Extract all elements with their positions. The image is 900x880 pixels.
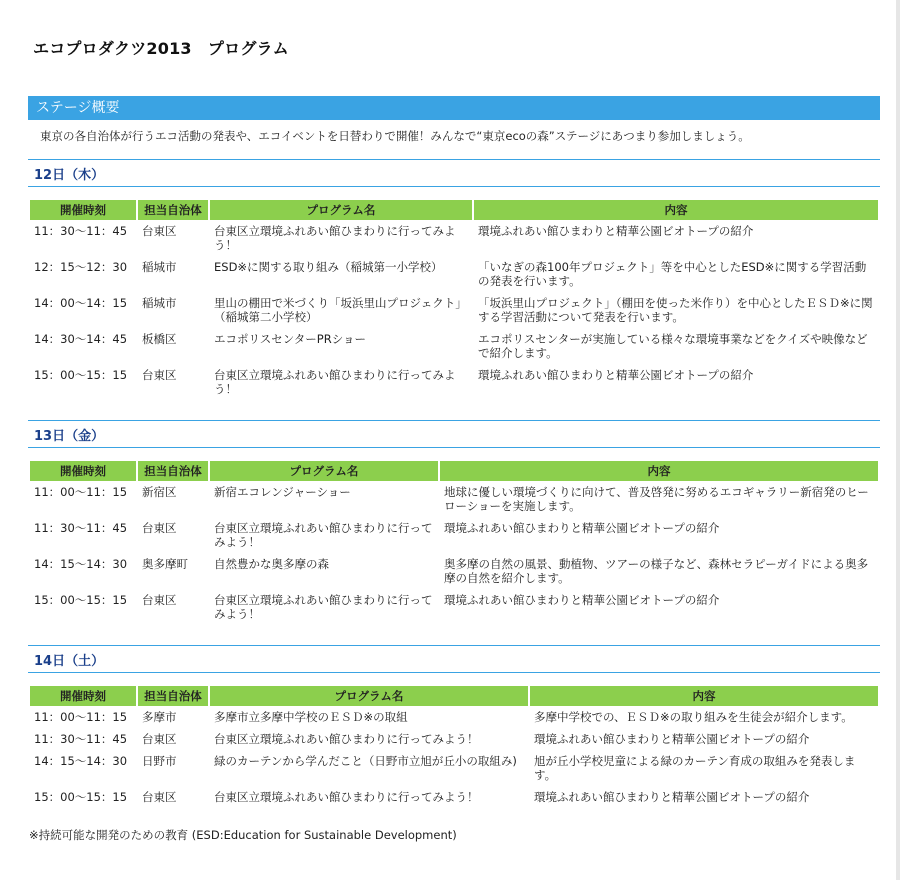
area-cell: 台東区: [142, 521, 177, 535]
time-cell: 15：00～15：15: [34, 368, 128, 382]
program-cell: 台東区立環境ふれあい館ひまわりに行ってみよう！: [214, 790, 479, 804]
table-row: [30, 553, 878, 589]
col-header-content: 内容: [530, 686, 878, 706]
schedule-table-13: [28, 461, 880, 625]
program-cell: 緑のカーテンから学んだこと（日野市立旭が丘小の取組み): [214, 754, 517, 768]
area-cell: 奥多摩町: [142, 557, 188, 571]
table-row: [30, 292, 878, 328]
content-cell: 環境ふれあい館ひまわりと精華公園ビオトープの紹介: [478, 368, 754, 382]
area-cell: 台東区: [142, 593, 177, 607]
day-heading-14: [28, 645, 880, 673]
program-cell: 自然豊かな奥多摩の森: [214, 557, 329, 571]
program-cell: 台東区立環境ふれあい館ひまわりに行ってみよう！: [214, 368, 456, 396]
day-heading-13: [28, 420, 880, 448]
table-row: [30, 256, 878, 292]
stage-description: 東京の各自治体が行うエコ活動の発表や、エコイベントを日替わりで開催！みんなで“東京ecoの森”ステージにあつまり参加しましょう。: [40, 129, 750, 143]
content-cell: エコポリスセンターが実施している様々な環境事業などをクイズや映像などで紹介します。: [478, 332, 868, 360]
table-row: [30, 328, 878, 364]
content-cell: 環境ふれあい館ひまわりと精華公園ビオトープの紹介: [534, 790, 810, 804]
content-cell: 環境ふれあい館ひまわりと精華公園ビオトープの紹介: [478, 224, 754, 238]
area-cell: 稲城市: [142, 260, 177, 274]
program-cell: 新宿エコレンジャーショー: [214, 485, 351, 499]
day-heading-12: [28, 159, 880, 187]
table-row: [30, 786, 878, 808]
time-cell: 14：00～14：15: [34, 296, 128, 310]
page-title: エコプロダクツ2013 プログラム: [33, 39, 289, 58]
area-cell: 日野市: [142, 754, 177, 768]
schedule-table-12: [28, 200, 880, 400]
table-row: [30, 589, 878, 625]
area-cell: 台東区: [142, 224, 177, 238]
area-cell: 板橋区: [142, 332, 177, 346]
time-cell: 12：15～12：30: [34, 260, 128, 274]
program-cell: 台東区立環境ふれあい館ひまわりに行ってみよう！: [214, 732, 479, 746]
area-cell: 台東区: [142, 368, 177, 382]
col-header-time: 開催時刻: [30, 200, 136, 220]
time-cell: 11：00～11：15: [34, 485, 128, 499]
col-header-program: プログラム名: [210, 200, 472, 220]
table-header-row: [30, 200, 878, 220]
day-label: 14日（土）: [34, 654, 105, 669]
content-cell: 「いなぎの森100年プロジェクト」等を中心としたESD※に関する学習活動の発表を行います。: [478, 260, 867, 288]
table-row: [30, 517, 878, 553]
col-header-time: 開催時刻: [30, 461, 136, 481]
day-label: 13日（金）: [34, 429, 105, 444]
content-cell: 環境ふれあい館ひまわりと精華公園ビオトープの紹介: [534, 732, 810, 746]
program-cell: 台東区立環境ふれあい館ひまわりに行ってみよう！: [214, 521, 433, 549]
time-cell: 15：00～15：15: [34, 593, 128, 607]
table-header-row: [30, 686, 878, 706]
table-row: [30, 750, 878, 786]
col-header-time: 開催時刻: [30, 686, 136, 706]
area-cell: 新宿区: [142, 485, 177, 499]
table-row: [30, 728, 878, 750]
time-cell: 11：30～11：45: [34, 521, 128, 535]
time-cell: 11：30～11：45: [34, 224, 128, 238]
time-cell: 15：00～15：15: [34, 790, 128, 804]
content-cell: 環境ふれあい館ひまわりと精華公園ビオトープの紹介: [444, 521, 720, 535]
footnote: ※持続可能な開発のための教育 (ESD:Education for Sustainable Development): [29, 828, 457, 842]
col-header-content: 内容: [474, 200, 878, 220]
table-row: [30, 220, 878, 256]
time-cell: 14：30～14：45: [34, 332, 128, 346]
content-cell: 「坂浜里山プロジェクト」（棚田を使った米作り）を中心としたＥＳＤ※に関する学習活動について発表を行います。: [478, 296, 873, 324]
program-cell: 里山の棚田で米づくり「坂浜里山プロジェクト」（稲城第二小学校）: [214, 296, 467, 324]
time-cell: 11：30～11：45: [34, 732, 128, 746]
area-cell: 稲城市: [142, 296, 177, 310]
col-header-content: 内容: [440, 461, 878, 481]
content-cell: 多摩中学校での、ＥＳＤ※の取り組みを生徒会が紹介します。: [534, 710, 853, 724]
time-cell: 14：15～14：30: [34, 557, 128, 571]
col-header-area: 担当自治体: [138, 461, 208, 481]
program-cell: 台東区立環境ふれあい館ひまわりに行ってみよう！: [214, 224, 456, 252]
area-cell: 台東区: [142, 790, 177, 804]
program-cell: 多摩市立多摩中学校のＥＳＤ※の取組: [214, 710, 408, 724]
col-header-area: 担当自治体: [138, 686, 208, 706]
table-row: [30, 364, 878, 400]
col-header-program: プログラム名: [210, 461, 438, 481]
area-cell: 台東区: [142, 732, 177, 746]
table-row: [30, 706, 878, 728]
col-header-program: プログラム名: [210, 686, 528, 706]
program-cell: ESD※に関する取り組み（稲城第一小学校）: [214, 260, 443, 274]
content-cell: 奥多摩の自然の風景、動植物、ツアーの様子など、森林セラピーガイドによる奥多摩の自然を紹介します。: [444, 557, 869, 585]
area-cell: 多摩市: [142, 710, 177, 724]
day-label: 12日（木）: [34, 168, 105, 183]
stage-heading-bar: ステージ概要: [28, 96, 880, 120]
schedule-table-14: [28, 686, 880, 808]
content-cell: 旭が丘小学校児童による緑のカーテン育成の取組みを発表します。: [534, 754, 856, 782]
col-header-area: 担当自治体: [138, 200, 208, 220]
time-cell: 11：00～11：15: [34, 710, 128, 724]
content-cell: 環境ふれあい館ひまわりと精華公園ビオトープの紹介: [444, 593, 720, 607]
content-cell: 地球に優しい環境づくりに向けて、普及啓発に努めるエコギャラリー新宿発のヒーローショーを実施します。: [444, 485, 869, 513]
program-cell: エコポリスセンターPRショー: [214, 332, 367, 346]
scrollbar[interactable]: [896, 0, 900, 880]
program-cell: 台東区立環境ふれあい館ひまわりに行ってみよう！: [214, 593, 433, 621]
table-row: [30, 481, 878, 517]
table-header-row: [30, 461, 878, 481]
time-cell: 14：15～14：30: [34, 754, 128, 768]
